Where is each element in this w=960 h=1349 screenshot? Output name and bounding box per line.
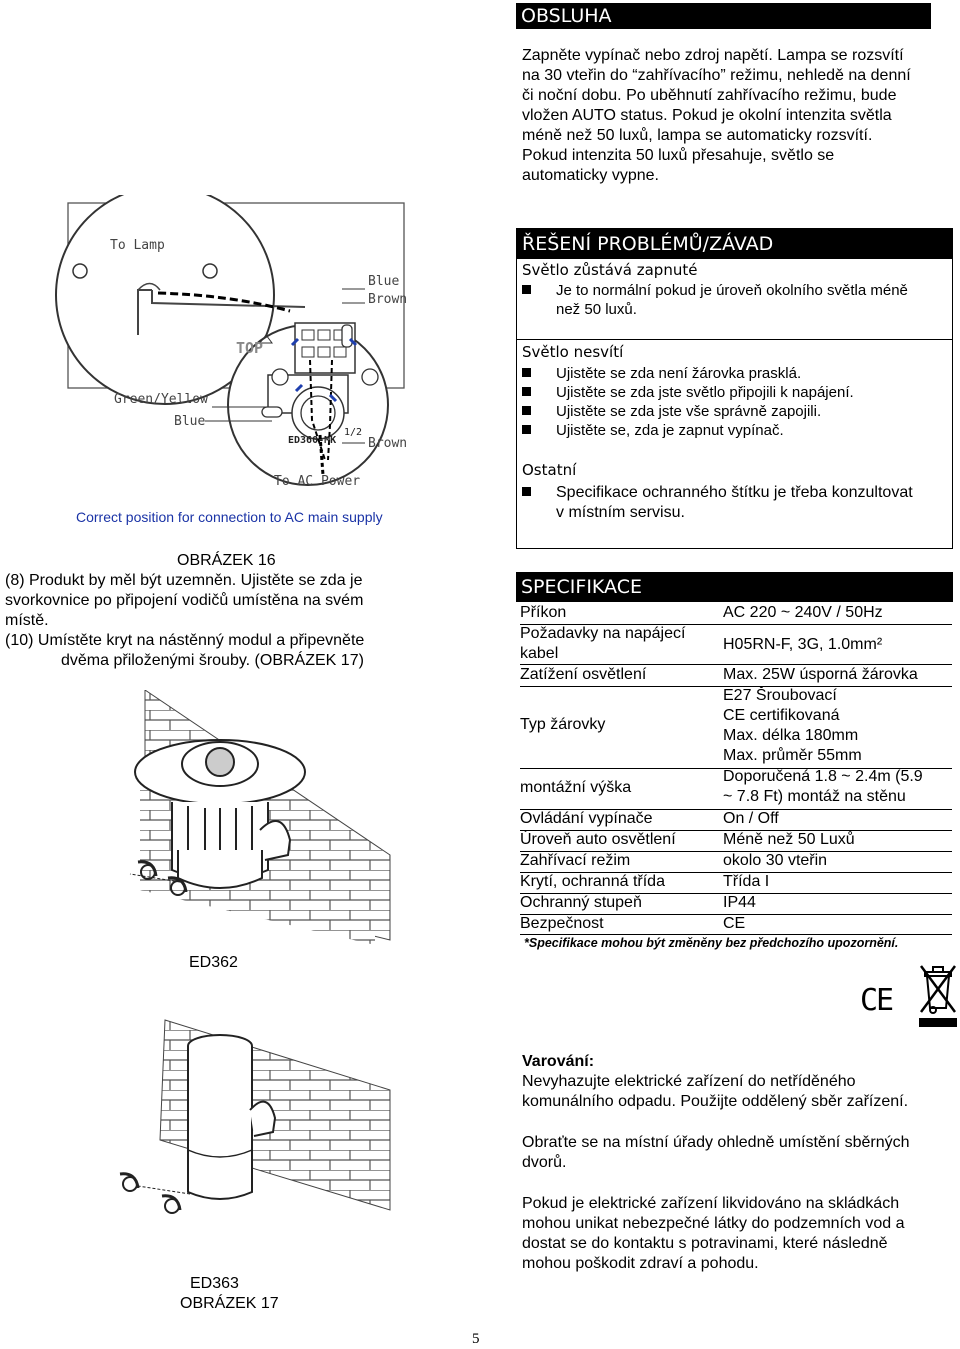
step-8-line: svorkovnice po připojení vodičů umístěna na svém	[5, 592, 364, 609]
spec-key: montážní výška	[520, 779, 632, 796]
spec-value: Max. 25W úsporná žárovka	[723, 666, 918, 683]
label-brown: Brown	[368, 436, 408, 451]
spec-value: Méně než 50 Luxů	[723, 831, 855, 848]
warning-line: komunálního odpadu. Použijte oddělený sběr zařízení.	[522, 1093, 909, 1110]
spec-value: CE	[723, 915, 746, 932]
troubleshooting-title: ŘEŠENÍ PROBLÉMŮ/ZÁVAD	[522, 233, 774, 255]
installation-steps	[5, 571, 425, 671]
troubleshooting-header	[517, 229, 952, 259]
spec-key: kabel	[520, 645, 559, 662]
spec-value: okolo 30 vteřin	[723, 852, 828, 869]
label-blue-top: Blue	[368, 274, 400, 289]
section-heading: Světlo zůstává zapnuté	[522, 261, 698, 279]
label-to-lamp: To Lamp	[110, 238, 165, 253]
spec-value: IP44	[723, 894, 756, 911]
obsluha-line: či noční dobu. Po uběhnutí zahřívacího režimu, bude	[522, 87, 897, 104]
bullet-item: Ujistěte se zda jste světlo připojili k napájení.	[518, 383, 854, 402]
row-divider	[520, 934, 952, 935]
warning-line: Nevyhazujte elektrické zařízení do netříděného	[522, 1073, 856, 1090]
obsluha-line: automaticky vypne.	[522, 167, 659, 184]
spec-value: Doporučená 1.8 ~ 2.4m (5.9	[723, 768, 923, 785]
warning-line: Pokud je elektrické zařízení likvidováno na skládkách	[522, 1195, 900, 1212]
specs-note: *Specifikace mohou být změněny bez předchozího upozornění.	[524, 936, 899, 950]
spec-value: Třída I	[723, 873, 770, 890]
warning-line: dostat se do kontaktu s potravinami, které následně	[522, 1235, 888, 1252]
figure17-illustrations	[60, 690, 430, 1310]
spec-key: Zatížení osvětlení	[520, 666, 647, 683]
label-model: ED360-MK	[288, 435, 337, 446]
spec-value: CE certifikovaná	[723, 707, 840, 724]
step-8-line: (8) Produkt by měl být uzemněn. Ujistěte se zda je	[5, 572, 363, 589]
step-10-line: (10) Umístěte kryt na nástěnný modul a připevněte	[5, 632, 365, 649]
label-fraction: 1/2	[344, 427, 363, 438]
label-green-yellow: Green/Yellow	[114, 392, 208, 407]
weee-bin-icon	[917, 962, 959, 1032]
warning-line: Obraťte se na místní úřady ohledně umístění sběrných	[522, 1134, 910, 1151]
warning-section	[522, 1052, 942, 1274]
section-divider	[517, 339, 952, 340]
spec-value: On / Off	[723, 810, 779, 827]
label-ed362: ED362	[189, 954, 238, 971]
spec-value: Max. délka 180mm	[723, 727, 859, 744]
obsluha-line: Pokud intenzita 50 luxů přesahuje, světlo se	[522, 147, 835, 164]
obsluha-line: na 30 vteřin do “zahřívacího” režimu, nehledě na denní	[522, 67, 911, 84]
page-number: 5	[472, 1331, 480, 1347]
spec-value: AC 220 ~ 240V / 50Hz	[723, 604, 883, 621]
wiring-caption: Correct position for connection to AC main supply	[76, 509, 383, 525]
spec-value: Max. průměr 55mm	[723, 747, 862, 764]
obsluha-line: Zapněte vypínač nebo zdroj napětí. Lampa se rozsvítí	[522, 47, 904, 64]
spec-key: Ochranný stupeň	[520, 894, 642, 911]
spec-key: Typ žárovky	[520, 716, 606, 733]
warning-line: mohou unikat nebezpečné látky do podzemních vod a	[522, 1215, 905, 1232]
figure16-label: OBRÁZEK 16	[177, 552, 276, 569]
specs-table	[520, 602, 952, 934]
obsluha-title: OBSLUHA	[521, 5, 612, 27]
spec-key: Krytí, ochranná třída	[520, 873, 665, 890]
bullet-item: Ujistěte se, zda je zapnut vypínač.	[518, 421, 784, 440]
spec-key: Zahřívací režim	[520, 852, 631, 869]
warning-title: Varování:	[522, 1053, 595, 1070]
bullet-item: Ujistěte se zda není žárovka prasklá.	[518, 364, 801, 383]
bullet-text: Je to normální pokud je úroveň okolního světla méně	[556, 282, 908, 299]
step-10-line: dvěma přiloženými šrouby. (OBRÁZEK 17)	[61, 652, 364, 669]
specs-header	[516, 572, 953, 602]
section-heading: Světlo nesvítí	[522, 343, 624, 361]
spec-value: E27 Šroubovací	[723, 687, 837, 704]
bullet-text: Specifikace ochranného štítku je třeba konzultovat	[556, 484, 913, 501]
label-brown-top: Brown	[368, 292, 408, 307]
wiring-diagram	[40, 195, 450, 495]
spec-value: ~ 7.8 Ft) montáž na stěnu	[723, 788, 906, 805]
section-heading: Ostatní	[522, 461, 577, 479]
obsluha-line: méně než 50 luxů, lampa se automaticky rozsvítí.	[522, 127, 873, 144]
obsluha-line: vložen AUTO status. Pokud je okolní intenzita světla	[522, 107, 892, 124]
label-blue: Blue	[174, 414, 206, 429]
obsluha-text	[522, 46, 944, 186]
spec-key: Úroveň auto osvětlení	[520, 831, 676, 848]
label-to-ac-power: To AC Power	[274, 474, 361, 489]
bullet-item	[518, 483, 960, 523]
specs-title: SPECIFIKACE	[521, 576, 642, 598]
step-8-line: místě.	[5, 612, 49, 629]
bullet-item: Ujistěte se zda jste vše správně zapojili.	[518, 402, 821, 421]
troubleshooting-box	[516, 228, 953, 549]
label-top: TOP	[236, 339, 264, 357]
spec-key: Ovládání vypínače	[520, 810, 653, 827]
label-ed363: ED363	[190, 1275, 239, 1292]
bullet-item	[518, 281, 960, 319]
spec-key: Bezpečnost	[520, 915, 604, 932]
ce-mark-icon	[858, 981, 908, 1017]
figure17-label: OBRÁZEK 17	[180, 1295, 279, 1312]
obsluha-header	[516, 3, 931, 29]
spec-value: H05RN-F, 3G, 1.0mm²	[723, 636, 883, 653]
warning-line: mohou poškodit zdraví a pohodu.	[522, 1255, 759, 1272]
ce-mark-text: CE	[860, 983, 893, 1017]
bullet-text: než 50 luxů.	[556, 301, 637, 318]
spec-key: Příkon	[520, 604, 567, 621]
row-divider	[520, 664, 952, 665]
spec-key: Požadavky na napájecí	[520, 625, 686, 642]
bullet-text: v místním servisu.	[556, 504, 685, 521]
warning-line: dvorů.	[522, 1154, 567, 1171]
